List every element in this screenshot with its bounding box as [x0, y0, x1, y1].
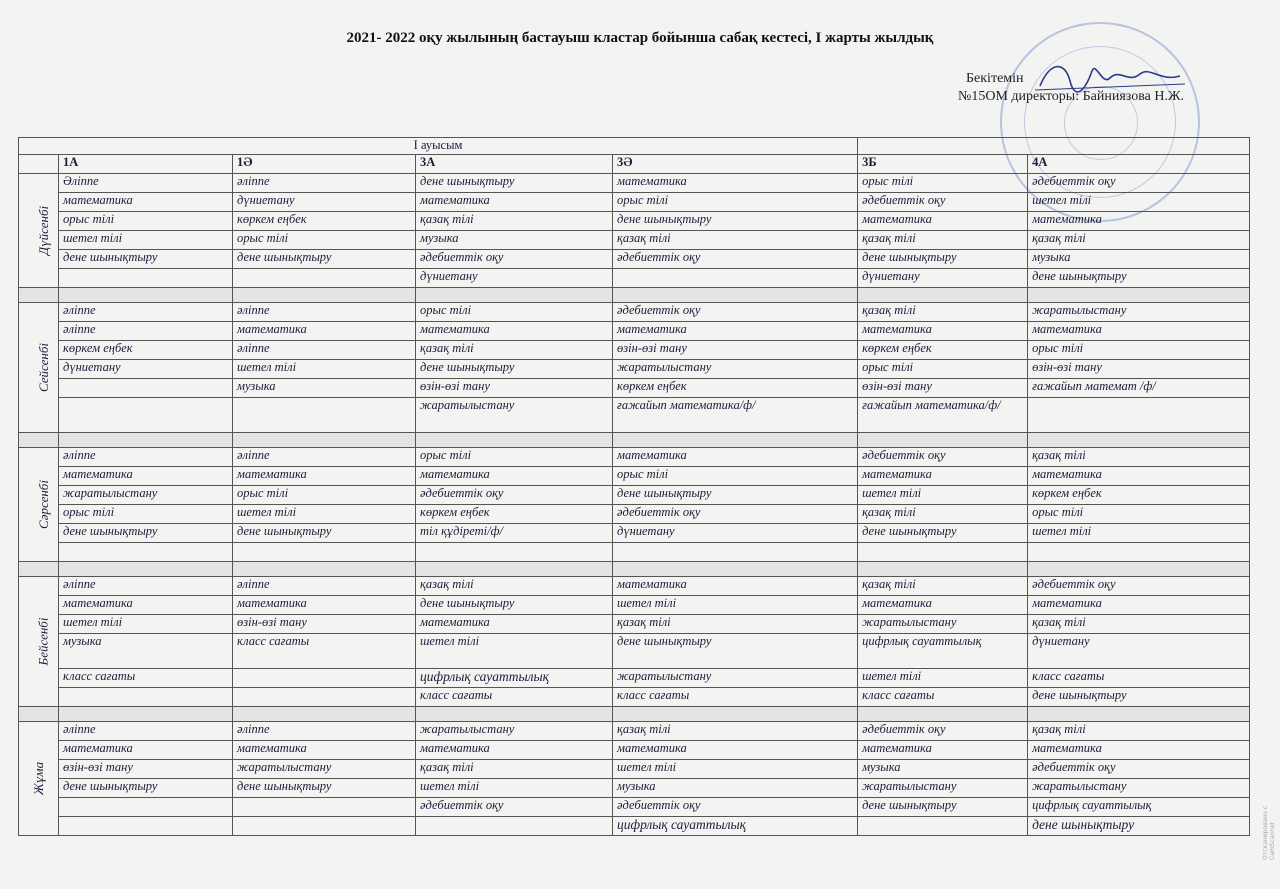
lesson-cell: жаратылыстану: [233, 760, 416, 779]
lesson-cell: Әліппе: [59, 174, 233, 193]
lesson-cell: музыка: [416, 231, 613, 250]
lesson-cell: жаратылыстану: [858, 779, 1028, 798]
lesson-cell: математика: [416, 615, 613, 634]
lesson-row: [19, 524, 1250, 543]
lesson-cell: әліппе: [59, 303, 233, 322]
lesson-row: [19, 634, 1250, 669]
lesson-cell: [613, 269, 858, 288]
lesson-cell: әліппе: [233, 303, 416, 322]
lesson-cell: математика: [613, 322, 858, 341]
lesson-cell: әліппе: [233, 341, 416, 360]
separator-cell: [858, 707, 1028, 722]
lesson-cell: әдебиеттік оқу: [858, 193, 1028, 212]
lesson-cell: математика: [233, 596, 416, 615]
lesson-cell: дене шынықтыру: [416, 174, 613, 193]
lesson-cell: шетел тілі: [416, 634, 613, 669]
lesson-cell: қазақ тілі: [613, 231, 858, 250]
page-title: 2021- 2022 оқу жылының бастауыш кластар бойынша сабақ кестесі, І жарты жылдық: [346, 30, 934, 46]
day-label-cell: [19, 577, 59, 707]
lesson-cell: қазақ тілі: [416, 212, 613, 231]
lesson-cell: жаратылыстану: [858, 615, 1028, 634]
lesson-cell: әліппе: [233, 577, 416, 596]
lesson-cell: әдебиеттік оқу: [613, 250, 858, 269]
separator-cell: [613, 562, 858, 577]
lesson-row: [19, 360, 1250, 379]
lesson-cell: [858, 543, 1028, 562]
lesson-cell: дүниетану: [613, 524, 858, 543]
lesson-cell: өзін-өзі тану: [59, 760, 233, 779]
lesson-row: [19, 231, 1250, 250]
lesson-cell: математика: [416, 193, 613, 212]
lesson-cell: [613, 543, 858, 562]
lesson-cell: әдебиеттік оқу: [416, 486, 613, 505]
class-header: 3Б: [858, 155, 1028, 174]
shift-row: [19, 138, 1250, 155]
lesson-cell: [416, 543, 613, 562]
lesson-cell: музыка: [233, 379, 416, 398]
lesson-row: [19, 322, 1250, 341]
lesson-cell: тіл құдіреті/ф/: [416, 524, 613, 543]
lesson-cell: математика: [416, 322, 613, 341]
separator-cell: [416, 433, 613, 448]
lesson-cell: қазақ тілі: [1028, 231, 1250, 250]
separator-cell: [613, 288, 858, 303]
lesson-cell: математика: [416, 741, 613, 760]
lesson-cell: дене шынықтыру: [858, 798, 1028, 817]
lesson-cell: өзін-өзі тану: [416, 379, 613, 398]
lesson-row: [19, 341, 1250, 360]
lesson-cell: дене шынықтыру: [613, 212, 858, 231]
lesson-cell: орыс тілі: [416, 448, 613, 467]
lesson-cell: жаратылыстану: [59, 486, 233, 505]
day-name: Жұма: [31, 761, 46, 795]
lesson-cell: өзін-өзі тану: [858, 379, 1028, 398]
lesson-row: [19, 669, 1250, 688]
approval-block: [958, 70, 1184, 106]
lesson-cell: математика: [858, 212, 1028, 231]
approval-director: №15ОМ директоры: Байниязова Н.Ж.: [958, 89, 1185, 104]
shift-blank: [858, 138, 1250, 155]
lesson-cell: шетел тілі: [858, 669, 1028, 688]
lesson-cell: дене шынықтыру: [59, 524, 233, 543]
lesson-cell: цифрлық сауаттылық: [613, 817, 858, 836]
lesson-row: [19, 688, 1250, 707]
lesson-cell: математика: [59, 741, 233, 760]
lesson-cell: әліппе: [233, 722, 416, 741]
separator-cell: [613, 707, 858, 722]
approval-label: Бекітемін: [966, 71, 1024, 86]
day-name: Сейсенбі: [36, 342, 51, 392]
class-header: 3Ә: [613, 155, 858, 174]
lesson-cell: қазақ тілі: [858, 231, 1028, 250]
lesson-row: [19, 448, 1250, 467]
lesson-cell: дене шынықтыру: [1028, 817, 1250, 836]
lesson-cell: [233, 669, 416, 688]
lesson-cell: өзін-өзі тану: [1028, 360, 1250, 379]
lesson-cell: [233, 269, 416, 288]
lesson-cell: қазақ тілі: [1028, 615, 1250, 634]
lesson-row: [19, 174, 1250, 193]
lesson-cell: [59, 688, 233, 707]
lesson-cell: [59, 817, 233, 836]
lesson-cell: әдебиеттік оқу: [613, 303, 858, 322]
separator-cell: [59, 433, 233, 448]
lesson-cell: класс сағаты: [416, 688, 613, 707]
separator-cell: [1028, 707, 1250, 722]
lesson-cell: қазақ тілі: [416, 760, 613, 779]
lesson-cell: өзін-өзі тану: [233, 615, 416, 634]
day-label-cell: [19, 722, 59, 836]
lesson-cell: цифрлық сауаттылық: [858, 634, 1028, 669]
lesson-cell: [233, 817, 416, 836]
lesson-cell: математика: [59, 193, 233, 212]
lesson-cell: орыс тілі: [233, 486, 416, 505]
corner-cell: [19, 155, 59, 174]
shift-label: І ауысым: [19, 138, 858, 155]
separator-cell: [19, 288, 59, 303]
lesson-cell: [59, 798, 233, 817]
lesson-cell: математика: [1028, 596, 1250, 615]
lesson-cell: әліппе: [59, 577, 233, 596]
lesson-cell: шетел тілі: [59, 231, 233, 250]
lesson-row: [19, 798, 1250, 817]
lesson-cell: шетел тілі: [1028, 524, 1250, 543]
lesson-row: [19, 398, 1250, 433]
lesson-cell: дене шынықтыру: [59, 250, 233, 269]
lesson-cell: [233, 398, 416, 433]
day-separator-row: [19, 562, 1250, 577]
day-label-cell: [19, 174, 59, 288]
lesson-cell: орыс тілі: [613, 467, 858, 486]
lesson-cell: әліппе: [59, 448, 233, 467]
lesson-row: [19, 741, 1250, 760]
lesson-cell: әдебиеттік оқу: [1028, 174, 1250, 193]
lesson-cell: [59, 379, 233, 398]
lesson-row: [19, 596, 1250, 615]
lesson-cell: жаратылыстану: [613, 669, 858, 688]
lesson-cell: математика: [59, 596, 233, 615]
lesson-cell: әдебиеттік оқу: [613, 505, 858, 524]
separator-cell: [1028, 433, 1250, 448]
lesson-cell: музыка: [613, 779, 858, 798]
lesson-cell: математика: [1028, 467, 1250, 486]
lesson-cell: әліппе: [233, 448, 416, 467]
lesson-cell: класс сағаты: [613, 688, 858, 707]
lesson-cell: қазақ тілі: [416, 577, 613, 596]
class-header: 4А: [1028, 155, 1250, 174]
lesson-cell: қазақ тілі: [858, 505, 1028, 524]
lesson-row: [19, 779, 1250, 798]
separator-cell: [59, 288, 233, 303]
day-separator-row: [19, 288, 1250, 303]
lesson-cell: класс сағаты: [233, 634, 416, 669]
lesson-cell: дене шынықтыру: [416, 360, 613, 379]
separator-cell: [233, 433, 416, 448]
lesson-cell: жаратылыстану: [613, 360, 858, 379]
lesson-cell: орыс тілі: [858, 360, 1028, 379]
separator-cell: [858, 433, 1028, 448]
lesson-cell: математика: [233, 467, 416, 486]
lesson-cell: [1028, 398, 1250, 433]
lesson-cell: көркем еңбек: [59, 341, 233, 360]
lesson-cell: цифрлық сауаттылық: [1028, 798, 1250, 817]
lesson-cell: шетел тілі: [1028, 193, 1250, 212]
lesson-row: [19, 722, 1250, 741]
lesson-cell: математика: [858, 596, 1028, 615]
day-name: Сәрсенбі: [35, 479, 51, 529]
separator-cell: [233, 288, 416, 303]
lesson-cell: дене шынықтыру: [233, 779, 416, 798]
lesson-row: [19, 379, 1250, 398]
separator-cell: [1028, 562, 1250, 577]
separator-cell: [858, 562, 1028, 577]
lesson-cell: әдебиеттік оқу: [1028, 760, 1250, 779]
lesson-cell: әдебиеттік оқу: [613, 798, 858, 817]
lesson-cell: дене шынықтыру: [1028, 269, 1250, 288]
lesson-cell: орыс тілі: [59, 505, 233, 524]
day-name: Бейсенбі: [35, 617, 51, 665]
lesson-cell: математика: [59, 467, 233, 486]
lesson-cell: [59, 543, 233, 562]
lesson-row: [19, 193, 1250, 212]
lesson-row: [19, 760, 1250, 779]
lesson-cell: [59, 398, 233, 433]
lesson-cell: математика: [613, 741, 858, 760]
lesson-cell: дене шынықтыру: [233, 250, 416, 269]
lesson-cell: әдебиеттік оқу: [1028, 577, 1250, 596]
separator-cell: [613, 433, 858, 448]
lesson-cell: [59, 269, 233, 288]
day-name: Дүйсенбі: [36, 205, 52, 255]
lesson-cell: орыс тілі: [59, 212, 233, 231]
lesson-cell: шетел тілі: [233, 360, 416, 379]
lesson-cell: дүниетану: [233, 193, 416, 212]
lesson-cell: дене шынықтыру: [858, 250, 1028, 269]
lesson-cell: қазақ тілі: [1028, 722, 1250, 741]
lesson-cell: [416, 817, 613, 836]
lesson-cell: дене шынықтыру: [233, 524, 416, 543]
lesson-cell: [858, 817, 1028, 836]
lesson-cell: [233, 688, 416, 707]
lesson-cell: әліппе: [59, 322, 233, 341]
separator-cell: [59, 562, 233, 577]
lesson-cell: класс сағаты: [59, 669, 233, 688]
lesson-cell: дүниетану: [1028, 634, 1250, 669]
lesson-cell: цифрлық сауаттылық: [416, 669, 613, 688]
class-header-row: [19, 155, 1250, 174]
lesson-cell: [1028, 543, 1250, 562]
separator-cell: [1028, 288, 1250, 303]
lesson-cell: математика: [858, 322, 1028, 341]
lesson-cell: әдебиеттік оқу: [416, 250, 613, 269]
lesson-cell: қазақ тілі: [416, 341, 613, 360]
lesson-cell: шетел тілі: [613, 760, 858, 779]
lesson-cell: орыс тілі: [233, 231, 416, 250]
day-separator-row: [19, 707, 1250, 722]
lesson-cell: шетел тілі: [233, 505, 416, 524]
lesson-row: [19, 486, 1250, 505]
lesson-cell: ғажайып математика/ф/: [613, 398, 858, 433]
lesson-cell: дүниетану: [416, 269, 613, 288]
lesson-cell: музыка: [858, 760, 1028, 779]
lesson-cell: математика: [1028, 322, 1250, 341]
separator-cell: [19, 562, 59, 577]
lesson-cell: ғажайып математ /ф/: [1028, 379, 1250, 398]
lesson-cell: әліппе: [59, 722, 233, 741]
lesson-cell: [233, 543, 416, 562]
separator-cell: [858, 288, 1028, 303]
lesson-cell: дене шынықтыру: [613, 486, 858, 505]
lesson-cell: шетел тілі: [613, 596, 858, 615]
lesson-row: [19, 212, 1250, 231]
lesson-cell: дене шынықтыру: [59, 779, 233, 798]
lesson-cell: математика: [416, 467, 613, 486]
lesson-row: [19, 505, 1250, 524]
class-header: 1Ә: [233, 155, 416, 174]
lesson-cell: математика: [233, 322, 416, 341]
lesson-row: [19, 250, 1250, 269]
lesson-cell: дене шынықтыру: [613, 634, 858, 669]
lesson-row: [19, 303, 1250, 322]
separator-cell: [19, 707, 59, 722]
lesson-cell: математика: [1028, 741, 1250, 760]
lesson-cell: көркем еңбек: [416, 505, 613, 524]
lesson-cell: әліппе: [233, 174, 416, 193]
lesson-cell: жаратылыстану: [416, 398, 613, 433]
lesson-cell: өзін-өзі тану: [613, 341, 858, 360]
lesson-cell: [233, 798, 416, 817]
lesson-cell: қазақ тілі: [858, 303, 1028, 322]
lesson-cell: математика: [233, 741, 416, 760]
lesson-cell: көркем еңбек: [613, 379, 858, 398]
lesson-cell: дене шынықтыру: [858, 524, 1028, 543]
separator-cell: [416, 562, 613, 577]
lesson-cell: орыс тілі: [416, 303, 613, 322]
lesson-cell: қазақ тілі: [858, 577, 1028, 596]
lesson-cell: жаратылыстану: [416, 722, 613, 741]
day-label-cell: [19, 303, 59, 433]
lesson-cell: шетел тілі: [416, 779, 613, 798]
lesson-cell: шетел тілі: [59, 615, 233, 634]
separator-cell: [416, 288, 613, 303]
lesson-cell: әдебиеттік оқу: [858, 448, 1028, 467]
lesson-cell: математика: [613, 448, 858, 467]
lesson-cell: математика: [858, 467, 1028, 486]
lesson-cell: дене шынықтыру: [416, 596, 613, 615]
lesson-cell: математика: [613, 577, 858, 596]
lesson-row: [19, 543, 1250, 562]
lesson-row: [19, 615, 1250, 634]
lesson-cell: қазақ тілі: [613, 615, 858, 634]
lesson-cell: орыс тілі: [613, 193, 858, 212]
lesson-cell: дүниетану: [858, 269, 1028, 288]
separator-cell: [233, 562, 416, 577]
lesson-cell: көркем еңбек: [858, 341, 1028, 360]
separator-cell: [416, 707, 613, 722]
lesson-cell: дүниетану: [59, 360, 233, 379]
separator-cell: [59, 707, 233, 722]
lesson-cell: жаратылыстану: [1028, 779, 1250, 798]
lesson-cell: музыка: [59, 634, 233, 669]
lesson-cell: ғажайып математика/ф/: [858, 398, 1028, 433]
separator-cell: [233, 707, 416, 722]
lesson-cell: музыка: [1028, 250, 1250, 269]
scanner-watermark: Отсканировано с CamScanner: [1262, 805, 1276, 860]
lesson-cell: дене шынықтыру: [1028, 688, 1250, 707]
lesson-cell: орыс тілі: [1028, 341, 1250, 360]
day-separator-row: [19, 433, 1250, 448]
lesson-cell: қазақ тілі: [1028, 448, 1250, 467]
lesson-row: [19, 467, 1250, 486]
lesson-cell: математика: [858, 741, 1028, 760]
lesson-cell: қазақ тілі: [613, 722, 858, 741]
lesson-cell: әдебиеттік оқу: [416, 798, 613, 817]
lesson-cell: класс сағаты: [858, 688, 1028, 707]
class-header: 3А: [416, 155, 613, 174]
lesson-cell: класс сағаты: [1028, 669, 1250, 688]
lesson-cell: математика: [1028, 212, 1250, 231]
lesson-cell: көркем еңбек: [233, 212, 416, 231]
lesson-cell: шетел тілі: [858, 486, 1028, 505]
class-header: 1А: [59, 155, 233, 174]
lesson-row: [19, 817, 1250, 836]
lesson-cell: математика: [613, 174, 858, 193]
lesson-cell: орыс тілі: [858, 174, 1028, 193]
separator-cell: [19, 433, 59, 448]
lesson-row: [19, 577, 1250, 596]
lesson-cell: көркем еңбек: [1028, 486, 1250, 505]
lesson-cell: әдебиеттік оқу: [858, 722, 1028, 741]
lesson-cell: орыс тілі: [1028, 505, 1250, 524]
lesson-row: [19, 269, 1250, 288]
lesson-cell: жаратылыстану: [1028, 303, 1250, 322]
day-label-cell: [19, 448, 59, 562]
schedule-table: [18, 137, 1250, 836]
